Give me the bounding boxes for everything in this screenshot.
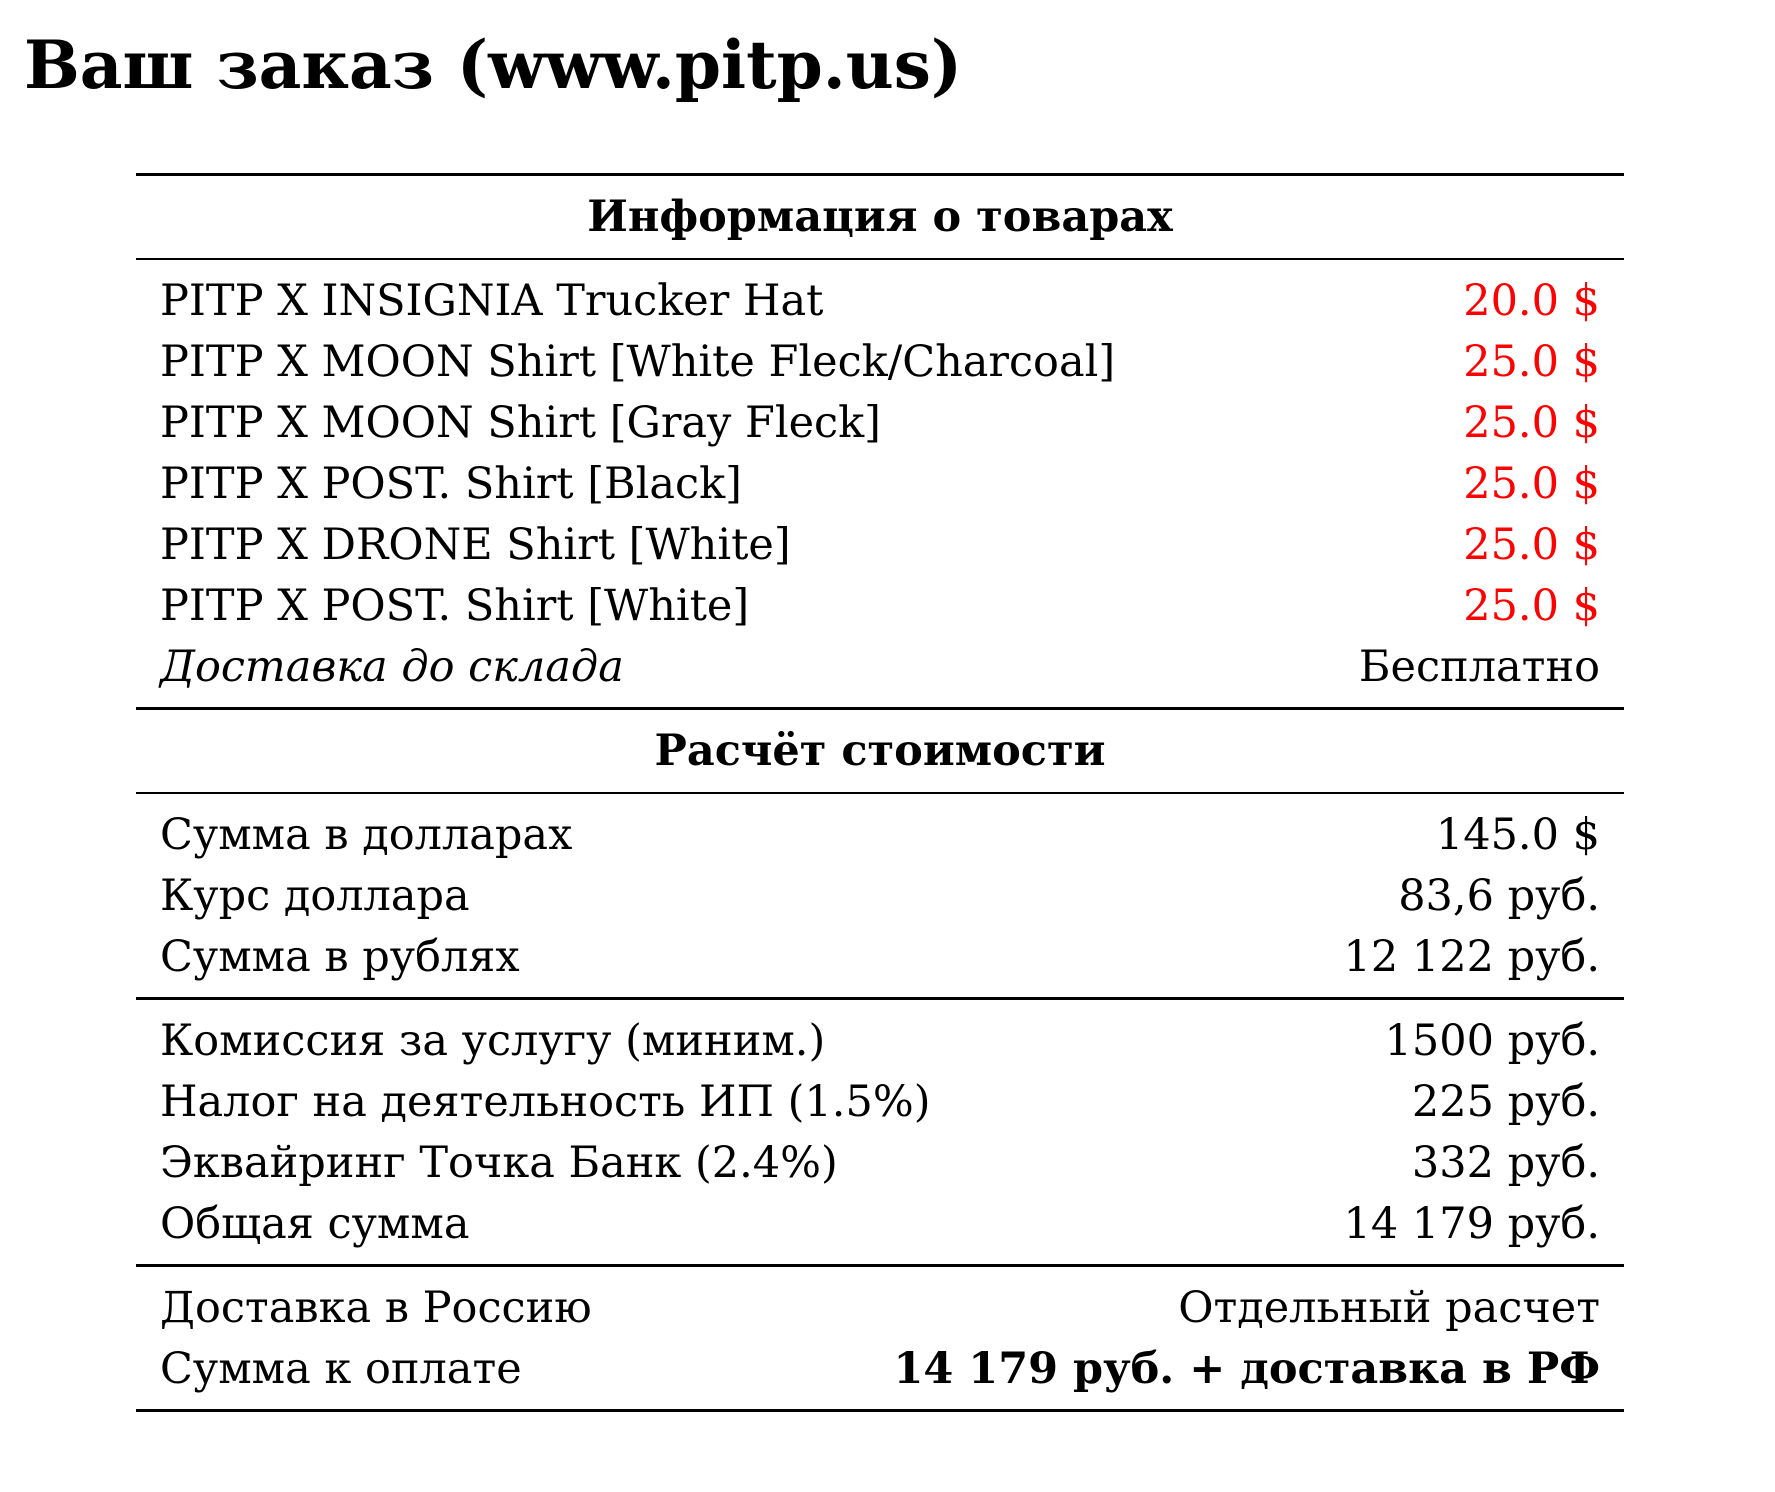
goods-section-heading: Информация о товарах [587, 192, 1173, 242]
russia-delivery-label: Доставка в Россию [160, 1282, 592, 1333]
goods-name: PITP X POST. Shirt [White] [160, 580, 750, 631]
warehouse-delivery-label: Доставка до склада [160, 641, 624, 692]
amount-due-value: 14 179 руб. + доставка в РФ [893, 1343, 1600, 1394]
goods-name: PITP X POST. Shirt [Black] [160, 458, 742, 509]
conversion-value: 83,6 руб. [1398, 870, 1600, 921]
goods-price: 20.0 $ [1463, 275, 1600, 326]
total-label: Общая сумма [160, 1198, 470, 1249]
fee-label: Налог на деятельность ИП (1.5%) [160, 1076, 931, 1127]
conversion-label: Сумма в рублях [160, 931, 520, 982]
goods-price: 25.0 $ [1463, 397, 1600, 448]
conversion-value: 145.0 $ [1435, 809, 1600, 860]
conversion-list [136, 794, 1624, 997]
amount-due-label: Сумма к оплате [160, 1343, 522, 1394]
conversion-label: Сумма в долларах [160, 809, 573, 860]
amount-due-row [136, 1338, 1624, 1399]
goods-row [136, 331, 1624, 392]
russia-delivery-value: Отдельный расчет [1178, 1282, 1600, 1333]
fee-value: 332 руб. [1411, 1137, 1600, 1188]
conversion-row [136, 926, 1624, 987]
fee-row [136, 1010, 1624, 1071]
order-table [136, 173, 1624, 1412]
cost-section-heading: Расчёт стоимости [654, 726, 1106, 776]
fee-value: 225 руб. [1411, 1076, 1600, 1127]
russia-delivery-row [136, 1277, 1624, 1338]
conversion-label: Курс доллара [160, 870, 470, 921]
total-value: 14 179 руб. [1343, 1198, 1600, 1249]
page-title: Ваш заказ (www.pitp.us) [24, 26, 963, 104]
goods-price: 25.0 $ [1463, 458, 1600, 509]
table-bottom-rule [136, 1409, 1624, 1412]
fee-row [136, 1132, 1624, 1193]
goods-price: 25.0 $ [1463, 336, 1600, 387]
conversion-value: 12 122 руб. [1343, 931, 1600, 982]
conversion-row [136, 804, 1624, 865]
goods-row [136, 270, 1624, 331]
goods-row [136, 514, 1624, 575]
goods-row [136, 392, 1624, 453]
warehouse-delivery-value: Бесплатно [1358, 641, 1600, 692]
fee-label: Эквайринг Точка Банк (2.4%) [160, 1137, 838, 1188]
total-row [136, 1193, 1624, 1254]
conversion-row [136, 865, 1624, 926]
fee-row [136, 1071, 1624, 1132]
goods-price: 25.0 $ [1463, 580, 1600, 631]
goods-name: PITP X DRONE Shirt [White] [160, 519, 791, 570]
goods-name: PITP X MOON Shirt [Gray Fleck] [160, 397, 881, 448]
goods-row [136, 575, 1624, 636]
warehouse-delivery-row [136, 636, 1624, 697]
fees-list [136, 1000, 1624, 1264]
goods-list [136, 260, 1624, 707]
goods-price: 25.0 $ [1463, 519, 1600, 570]
goods-name: PITP X INSIGNIA Trucker Hat [160, 275, 824, 326]
fee-value: 1500 руб. [1384, 1015, 1600, 1066]
goods-row [136, 453, 1624, 514]
goods-name: PITP X MOON Shirt [White Fleck/Charcoal] [160, 336, 1116, 387]
final-list [136, 1267, 1624, 1409]
fee-label: Комиссия за услугу (миним.) [160, 1015, 826, 1066]
